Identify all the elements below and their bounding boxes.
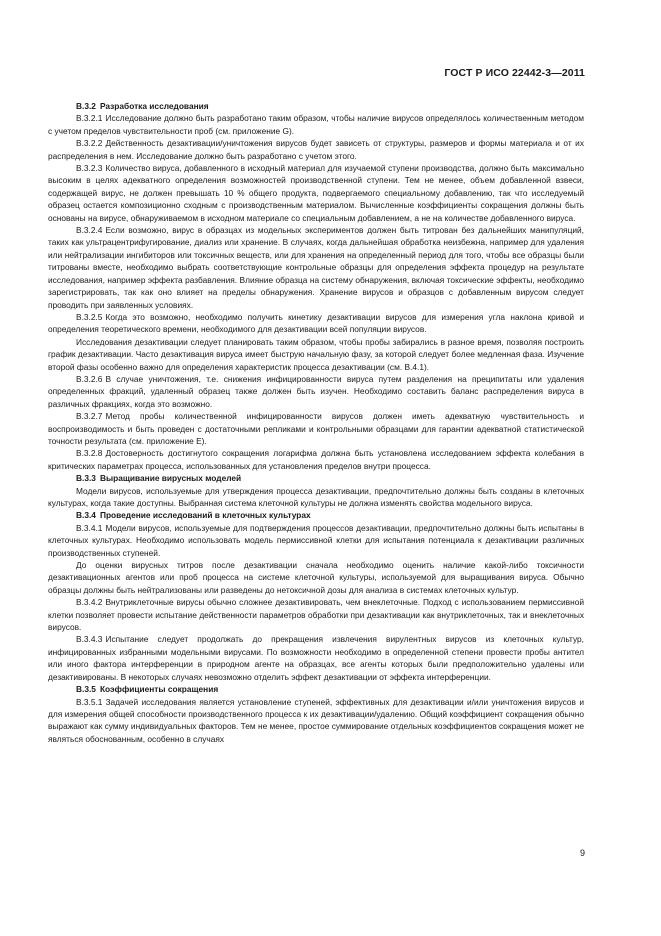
paragraph-number: B.3.2.3 (76, 163, 103, 174)
paragraph-number: B.3.2.7 (76, 411, 103, 422)
paragraph (48, 696, 584, 746)
paragraph (48, 224, 584, 311)
paragraph-text: Модели вирусов, используемые для подтверждения процессов дезактивации, предпочтительно должны быть испытаны в клеточных культурах. Необходимо использовать модель пермиссивной клетки для испытания потенциала к дезактивации различных производственных ступеней. (48, 522, 584, 558)
paragraph-text: Метод пробы количественной инфицированности вирусов должен иметь адекватную чувствительность и воспроизводимость и быть проведен с достаточными репликами и контрольными образцами для гарантии адекватной статистической точности результата (см. приложение E). (48, 411, 584, 446)
paragraph (48, 559, 584, 596)
paragraph (48, 137, 584, 162)
paragraph (48, 596, 584, 633)
paragraph-number: B.3.5.1 (76, 696, 103, 707)
page-number: 9 (579, 848, 585, 858)
document-body (48, 100, 584, 745)
section-title: Разработка исследования (99, 101, 209, 111)
paragraph-text: Если возможно, вирус в образцах из модельных экспериментов должен быть титрован без дальнейших манипуляций, таких как ультрацентрифугирование, диализ или хранение. В случаях, когда дальнейшая обработка неизбежна, например для удаления или нейтрализации ингибиторов или токсичных веществ, или для хранения на определенный период для того, чтобы все образцы были титрованы вместе, необходимо выбрать соответствующие контрольные образцы для определения эффекта процедур на результате исследования, например эффекта разбавления. Влияние образца на систему обнаружения, включая токсические эффекты, необходимо зарегистрировать, так как оно влияет на пределы обнаружения. Хранение вирусов и образцов с добавленным вирусом следует проводить при заявленных условиях. (48, 225, 584, 310)
paragraph-number: B.3.2.6 (76, 373, 103, 384)
paragraph (48, 112, 584, 137)
section-title: Проведение исследований в клеточных культурах (99, 510, 311, 521)
paragraph-number: B.3.2.8 (76, 448, 103, 459)
paragraph-number: B.3.4.3 (76, 634, 103, 645)
standard-header: ГОСТ Р ИСО 22442-3—2011 (444, 67, 585, 79)
paragraph (48, 447, 584, 472)
paragraph-number: B.3.2.4 (76, 225, 103, 236)
paragraph-text: Количество вируса, добавленного в исходный материал для изучаемой ступени производства, должно быть максимально высоким в целях адекватного определения возможностей производственной ступени. Тем не менее, объем добавленной взвеси, содержащей вирус, не должен превышать 10 % общего продукта, подвергаемого специальному добавлению, так что исследуемый образец остается композиционно сходным с производственным материалом. Вычисленные коэффициенты сокращения должны быть основаны на вирусе, обнаруживаемом в исходном материале со специальным добавлением, а не на количестве добавленного вируса. (48, 163, 584, 223)
section-heading (48, 100, 584, 112)
paragraph (48, 522, 584, 559)
paragraph-text: Исследование должно быть разработано таким образом, чтобы наличие вирусов определялось количественным методом с учетом пределов чувствительности проб (см. приложение G). (48, 113, 584, 136)
paragraph-text: До оценки вирусных титров после дезактивации сначала необходимо оценить наличие какой-либо токсичности дезактивационных агентов или проб процесса на системе клеточной культуры, используемой для выращивания вируса. Обычно образцы должны быть нейтрализованы или разведены до нетоксичной дозы для анализа в системах клеточных культур. (48, 560, 584, 595)
paragraph-text: Задачей исследования является установление ступеней, эффективных для дезактивации и/или уничтожения вирусов и для измерения общей способности производственного процесса к их дезактивации/удалению. Общий коэффициент сокращения обычно выражают как сумму индивидуальных факторов. Тем не менее, простое суммирование отдельных коэффициентов сокращения может не являться обоснованным, особенно в случаях (48, 696, 584, 744)
section-title: Коэффициенты сокращения (99, 684, 219, 695)
section-title: Выращивание вирусных моделей (99, 473, 242, 484)
paragraph-text: Модели вирусов, используемые для утверждения процесса дезактивации, предпочтительно должны быть созданы в клеточных культурах, когда такие доступны. Выбранная система клеточной культуры не должна изменять свойства модельного вируса. (48, 485, 584, 508)
section-number: B.3.3 (76, 473, 96, 484)
paragraph-text: Исследования дезактивации следует планировать таким образом, чтобы пробы забирались в разное время, позволяя построить график дезактивации. Часто дезактивация вируса имеет быструю начальную фазу, за которой следует более медленная фаза. Изучение второй фазы особенно важно для определения характеристик процесса дезактивации (см. B.4.1). (48, 336, 584, 372)
paragraph (48, 311, 584, 336)
section-number: B.3.4 (76, 510, 96, 521)
paragraph (48, 373, 584, 410)
section-number: B.3.2 (76, 101, 96, 111)
section-heading (48, 509, 584, 521)
section-heading (48, 472, 584, 484)
paragraph-text: Действенность дезактивации/уничтожения вирусов будет зависеть от структуры, размеров и формы материала и от их распределения в нем. Исследование должно быть разработано с учетом этого. (48, 138, 584, 161)
paragraph (48, 336, 584, 373)
paragraph (48, 162, 584, 224)
paragraph-number: B.3.2.5 (76, 311, 103, 322)
paragraph-text: Испытание следует продолжать до прекращения извлечения вирулентных вирусов из клеточных культур, инфицированных избранными модельными вирусами. По возможности необходимо в определенной степени провести пробы антител или иного фактора интерференции в природном агенте на образцах, все агенты которых были предположительно удалены или дезактивированы. В некоторых случаях невозможно отделить эффект дезактивации от эффекта интерференции. (48, 634, 584, 682)
paragraph-number: B.3.4.2 (76, 597, 103, 608)
paragraph (48, 485, 584, 510)
paragraph-number: B.3.2.1 (76, 113, 103, 124)
section-number: B.3.5 (76, 684, 96, 695)
paragraph-text: В случае уничтожения, т.е. снижения инфицированности вируса путем разделения на преципитаты или удаления определенных фракций, удаленный образец также должен быть изучен. Необходимо составить баланс распределения вируса в различных фракциях, когда это возможно. (48, 373, 584, 409)
paragraph-number: B.3.2.2 (76, 138, 103, 149)
paragraph (48, 633, 584, 683)
paragraph (48, 410, 584, 447)
paragraph-text: Достоверность достигнутого сокращения логарифма должна быть установлена исследованием эффекта колебания в критических параметрах процесса, использованных для установления пределов внутри процесса. (48, 448, 584, 471)
paragraph-text: Когда это возможно, необходимо получить кинетику дезактивации вирусов для измерения угла наклона кривой и определения теоретического времени, необходимого для дезактивации всей популяции вирусов. (48, 311, 584, 335)
section-heading (48, 683, 584, 695)
paragraph-text: Внутриклеточные вирусы обычно сложнее дезактивировать, чем внеклеточные. Подход с использованием пермиссивной клетки позволяет провести испытание действенности параметров обработки при дезактивации как внутриклеточных, так и внеклеточных вирусов. (48, 597, 584, 633)
paragraph-number: B.3.4.1 (76, 522, 103, 533)
